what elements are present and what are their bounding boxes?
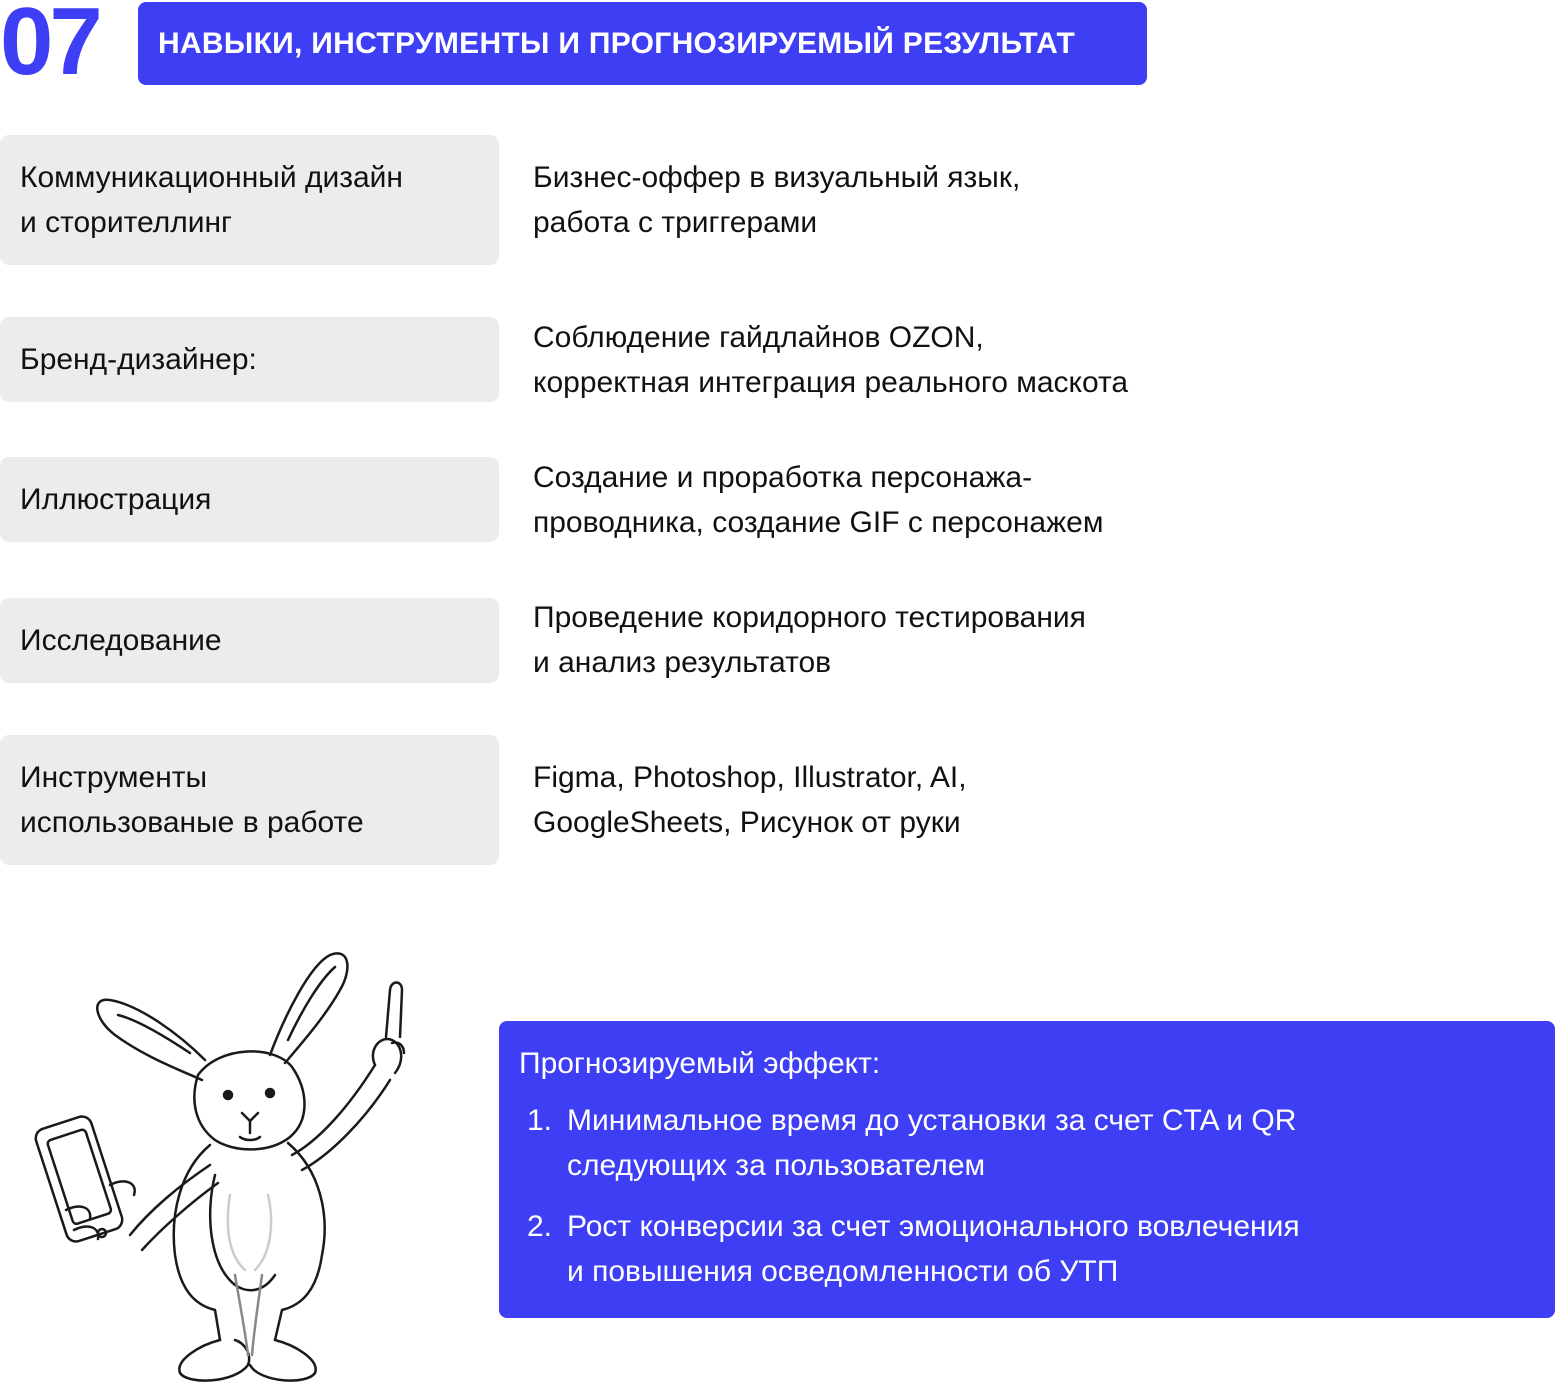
skill-label (20, 618, 222, 663)
skill-description-line: Проведение коридорного тестирования (533, 601, 1086, 634)
skill-label-line: Бренд-дизайнер: (20, 343, 257, 376)
skill-description (533, 155, 1020, 245)
forecast-effect-line: Минимальное время до установки за счет CTA и QR (567, 1104, 1297, 1137)
forecast-effect-line: Рост конверсии за счет эмоционального вовлечения (567, 1210, 1300, 1243)
forecast-effect-number: 2. (527, 1210, 553, 1243)
section-number: 07 (0, 0, 99, 95)
forecast-effect-line: следующих за пользователем (567, 1149, 986, 1182)
skill-label-line: использованые в работе (20, 806, 364, 839)
skill-description (533, 595, 1086, 685)
skill-label-box (0, 317, 499, 402)
skill-description (533, 315, 1128, 405)
forecast-effect-item (519, 1204, 1535, 1294)
skill-description-line: проводника, создание GIF с персонажем (533, 506, 1104, 539)
skill-label-line: Иллюстрация (20, 483, 212, 516)
skill-label-line: Коммуникационный дизайн (20, 161, 403, 194)
skill-label (20, 155, 403, 245)
skill-label-line: Инструменты (20, 761, 208, 794)
skill-description-line: корректная интеграция реального маскота (533, 366, 1129, 399)
forecast-effect-title: Прогнозируемый эффект: (519, 1047, 881, 1080)
skill-label-box (0, 135, 499, 265)
rabbit-mascot-illustration (30, 945, 450, 1385)
forecast-effect-item (519, 1098, 1535, 1188)
skill-label (20, 755, 364, 845)
skill-label (20, 337, 257, 382)
skill-description (533, 455, 1103, 545)
skill-label-box (0, 598, 499, 683)
skill-label-line: Исследование (20, 624, 222, 657)
skill-label-box (0, 457, 499, 542)
forecast-effect-box (499, 1021, 1555, 1318)
skill-description-line: Figma, Photoshop, Illustrator, AI, (533, 761, 967, 794)
skill-description-line: Бизнес-оффер в визуальный язык, (533, 161, 1021, 194)
skill-label-box (0, 735, 499, 865)
skill-description (533, 755, 967, 845)
section-title: НАВЫКИ, ИНСТРУМЕНТЫ И ПРОГНОЗИРУЕМЫЙ РЕЗУЛЬТАТ (158, 26, 1076, 60)
skill-description-line: Создание и проработка персонажа- (533, 461, 1033, 494)
skill-description-line: и анализ результатов (533, 646, 832, 679)
skill-label-line: и сторителлинг (20, 206, 232, 239)
forecast-effect-number: 1. (527, 1104, 553, 1137)
skill-description-line: работа с триггерами (533, 206, 818, 239)
skill-label (20, 477, 211, 522)
section-header (138, 2, 1147, 85)
skill-description-line: GoogleSheets, Рисунок от руки (533, 806, 961, 839)
skill-description-line: Соблюдение гайдлайнов OZON, (533, 321, 984, 354)
forecast-effect-line: и повышения осведомленности об УТП (567, 1255, 1119, 1288)
